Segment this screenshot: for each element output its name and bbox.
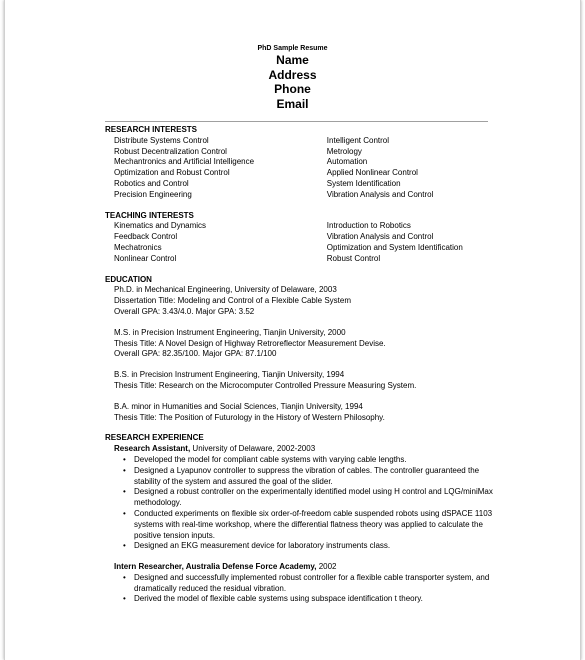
gpa-line: Overall GPA: 82.35/100. Major GPA: 87.1/100 — [114, 349, 277, 359]
teaching-interests-right — [327, 221, 495, 264]
position-intern-researcher — [114, 562, 495, 605]
resume-body — [105, 125, 495, 605]
thesis-line: Thesis Title: A Novel Design of Highway Retroreflector Measurement Devise. — [114, 338, 386, 348]
thesis-line: Dissertation Title: Modeling and Control of a Flexible Cable System — [114, 296, 351, 306]
education-heading: EDUCATION — [105, 274, 152, 284]
list-item: Vibration Analysis and Control — [326, 232, 434, 242]
list-item: • Developed the model for compliant cable systems with varying cable lengths. — [123, 454, 407, 464]
list-item: Applied Nonlinear Control — [326, 168, 418, 178]
list-item: Mechatronics — [114, 242, 162, 252]
list-item: Robotics and Control — [114, 178, 189, 188]
list-item: Intelligent Control — [326, 135, 390, 145]
header-divider — [105, 121, 488, 122]
education-entry-ba — [114, 402, 495, 424]
applicant-name: Name — [276, 53, 309, 67]
position-role: Intern Researcher, Australia Defense Force Academy, — [114, 562, 317, 572]
gpa-line: Overall GPA: 3.43/4.0. Major GPA: 3.52 — [114, 306, 255, 316]
research-experience-heading: RESEARCH EXPERIENCE — [105, 433, 204, 443]
list-item: Distribute Systems Control — [114, 135, 209, 145]
position-title — [114, 562, 495, 573]
bullet-icon: • — [123, 594, 126, 604]
list-item: System Identification — [326, 178, 401, 188]
list-item: Optimization and Robust Control — [114, 168, 230, 178]
resume-header — [0, 44, 585, 111]
position-org: 2002 — [316, 562, 337, 572]
position-research-assistant — [114, 444, 495, 552]
list-item: • Designed a Lyapunov controller to suppress the vibration of cables. The controller guaranteed the stability of the system and assured the goal of the slider. — [123, 465, 480, 486]
teaching-interests-heading: TEACHING INTERESTS — [105, 210, 194, 220]
teaching-interests-list — [114, 221, 495, 264]
list-item: Nonlinear Control — [114, 253, 177, 263]
list-item: Optimization and System Identification — [326, 242, 463, 252]
position-role: Research Assistant, — [114, 444, 191, 454]
list-item: Robust Control — [326, 253, 381, 263]
degree-line: M.S. in Precision Instrument Engineering, Tianjin University, 2000 — [114, 327, 346, 337]
applicant-email: Email — [276, 96, 309, 111]
bullet-icon: • — [123, 572, 126, 582]
education-entry-ms — [114, 328, 495, 360]
bullet-icon: • — [123, 487, 126, 497]
position-bullets — [114, 573, 495, 605]
bullet-icon: • — [123, 465, 126, 475]
document-title: PhD Sample Resume — [257, 45, 328, 52]
position-org: University of Delaware, 2002-2003 — [190, 444, 316, 454]
list-item: • Conducted experiments on flexible six order-of-freedom cable suspended robots using dSPACE 1103 systems with real-time workshop, where the differential flatness theory was applied to calculate the positive tension inputs. — [123, 508, 493, 540]
research-interests-right — [327, 136, 495, 201]
research-interests-heading: RESEARCH INTERESTS — [105, 125, 198, 134]
list-item: • Designed a robust controller on the experimentally identified model using H control and LQG/miniMax methodology. — [123, 487, 493, 508]
thesis-line: Thesis Title: The Position of Futurology in the History of Western Philosophy. — [114, 412, 385, 422]
bullet-icon: • — [123, 541, 126, 551]
degree-line: Ph.D. in Mechanical Engineering, University of Delaware, 2003 — [114, 285, 337, 295]
list-item: Automation — [326, 157, 368, 167]
thesis-line: Thesis Title: Research on the Microcomputer Controlled Pressure Measuring System. — [114, 380, 417, 390]
list-item: Precision Engineering — [114, 189, 192, 199]
list-item: • Designed an EKG measurement device for laboratory instruments class. — [123, 541, 391, 551]
list-item: • Designed and successfully implemented robust controller for a flexible cable transporter system, and dramatically reduced the residual vibration. — [123, 572, 490, 593]
research-interests-list — [114, 136, 495, 201]
list-item: Feedback Control — [114, 232, 178, 242]
applicant-phone: Phone — [274, 82, 311, 96]
list-item: Vibration Analysis and Control — [326, 189, 434, 199]
education-entry-phd — [114, 285, 495, 317]
degree-line: B.S. in Precision Instrument Engineering, Tianjin University, 1994 — [114, 370, 345, 380]
research-interests-left — [114, 136, 327, 201]
bullet-icon: • — [123, 454, 126, 464]
position-title — [114, 444, 495, 455]
list-item: Introduction to Robotics — [326, 221, 411, 231]
applicant-address: Address — [268, 67, 317, 82]
bullet-icon: • — [123, 508, 126, 518]
position-bullets — [114, 455, 495, 552]
degree-line: B.A. minor in Humanities and Social Sciences, Tianjin University, 1994 — [114, 401, 363, 411]
list-item: Robust Decentralization Control — [114, 146, 227, 156]
list-item: Mechantronics and Artificial Intelligence — [114, 157, 255, 167]
list-item: Metrology — [326, 146, 362, 156]
list-item: • Derived the model of flexible cable systems using subspace identification t theory. — [123, 594, 423, 604]
education-entry-bs — [114, 370, 495, 392]
teaching-interests-left — [114, 221, 327, 264]
list-item: Kinematics and Dynamics — [114, 221, 207, 231]
